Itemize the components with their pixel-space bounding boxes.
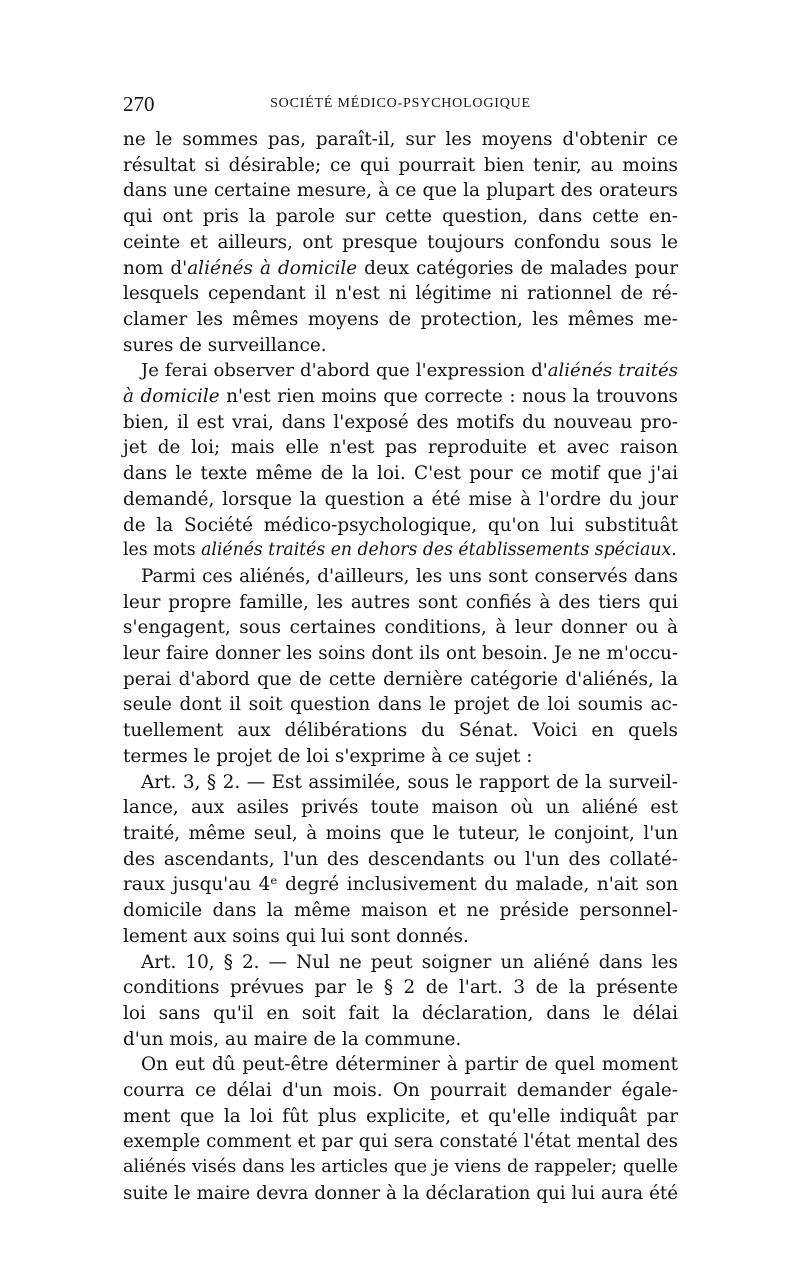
text-line: qui ont pris la parole sur cette question, dans cette en- — [123, 206, 678, 228]
text-segment: les mots — [123, 540, 202, 561]
italic-term: aliénés traités en dehors des établissements spéciaux. — [201, 540, 677, 561]
text-line: ne le sommes pas, paraît-il, sur les moyens d'obtenir ce — [123, 129, 678, 150]
text-line: de la Société médico-psychologique, qu'on lui substituât — [123, 514, 678, 536]
text-line: lesquels cependant il n'est ni légitime ni rationnel de ré- — [123, 283, 678, 305]
text-line: perai d'abord que de cette dernière catégorie d'aliénés, la — [123, 668, 678, 690]
text-line: On eut dû peut-être déterminer à partir de quel moment — [141, 1054, 678, 1076]
text-line: demandé, lorsque la question a été mise à l'ordre du jour — [123, 488, 678, 510]
text-line: jet de loi; mais elle n'est pas reproduite et avec raison — [123, 437, 678, 459]
page-header — [123, 92, 678, 118]
text-line: aliénés visés dans les articles que je viens de rappeler; quelle — [123, 1157, 678, 1178]
text-line: s'engagent, sous certaines conditions, à leur donner ou à — [123, 617, 678, 639]
text-line: lance, aux asiles privés toute maison où un aliéné est — [123, 797, 678, 819]
italic-term: aliénés à domicile — [187, 257, 358, 279]
text-line: Parmi ces aliénés, d'ailleurs, les uns sont conservés dans — [141, 565, 678, 587]
text-segment: Je ferai observer d'abord que l'expression d' — [141, 360, 548, 382]
text-line: courra ce délai d'un mois. On pourrait demander égale- — [123, 1080, 678, 1102]
text-line: bien, il est vrai, dans l'exposé des motifs du nouveau pro- — [123, 411, 678, 433]
text-line: sures de surveillance. — [123, 334, 327, 356]
text-line: termes le projet de loi s'exprime à ce sujet : — [123, 745, 533, 767]
text-line: loi sans qu'il en soit fait la déclaration, dans le délai — [123, 1002, 678, 1024]
text-line: Art. 3, § 2. — Est assimilée, sous le rapport de la surveil- — [141, 771, 678, 793]
text-line: tuellement aux délibérations du Sénat. Voici en quels — [123, 720, 678, 742]
text-line: leur propre famille, les autres sont confiés à des tiers qui — [123, 591, 678, 613]
text-segment: n'est rien moins que correcte : nous la trouvons — [219, 386, 678, 408]
text-line: clamer les mêmes moyens de protection, les mêmes me- — [123, 308, 678, 330]
text-line: domicile dans la même maison et ne préside personnel- — [123, 900, 678, 922]
text-line: ceinte et ailleurs, ont presque toujours confondu sous le — [123, 231, 678, 253]
text-segment: nom d' — [123, 257, 188, 279]
page-number: 270 — [123, 92, 155, 116]
text-line: d'un mois, au maire de la commune. — [123, 1028, 462, 1050]
text-line: des ascendants, l'un des descendants ou l'un des collaté- — [123, 848, 678, 870]
running-title: SOCIÉTÉ MÉDICO-PSYCHOLOGIQUE — [270, 96, 531, 111]
text-line — [123, 538, 678, 564]
text-line: exemple comment et par qui sera constaté l'état mental des — [123, 1131, 678, 1153]
text-segment: deux catégories de malades pour — [357, 257, 679, 279]
italic-term: à domicile — [123, 386, 220, 408]
text-line: leur faire donner les soins dont ils ont besoin. Je ne m'occu- — [123, 643, 678, 665]
text-line: dans le texte même de la loi. C'est pour ce motif que j'ai — [123, 463, 678, 485]
text-line: ment que la loi fût plus explicite, et qu'elle indiquât par — [123, 1105, 678, 1127]
text-line: Art. 10, § 2. — Nul ne peut soigner un aliéné dans les — [141, 951, 678, 973]
text-line: résultat si désirable; ce qui pourrait bien tenir, au moins — [123, 154, 678, 176]
text-line: lement aux soins qui lui sont donnés. — [123, 925, 469, 947]
text-line: seule dont il soit question dans le projet de loi soumis ac- — [123, 694, 678, 716]
body-text — [123, 127, 678, 1207]
text-line: traité, même seul, à moins que le tuteur, le conjoint, l'un — [123, 822, 678, 844]
text-line: dans une certaine mesure, à ce que la plupart des orateurs — [123, 180, 678, 202]
text-line: raux jusqu'au 4ᵉ degré inclusivement du malade, n'ait son — [123, 874, 678, 896]
text-line: conditions prévues par le § 2 de l'art. 3 de la présente — [123, 977, 678, 999]
text-line — [123, 256, 678, 282]
italic-term: aliénés traités — [547, 360, 678, 382]
text-line: suite le maire devra donner à la déclaration qui lui aura été — [123, 1182, 678, 1204]
text-line — [123, 358, 678, 384]
text-line — [123, 384, 678, 410]
